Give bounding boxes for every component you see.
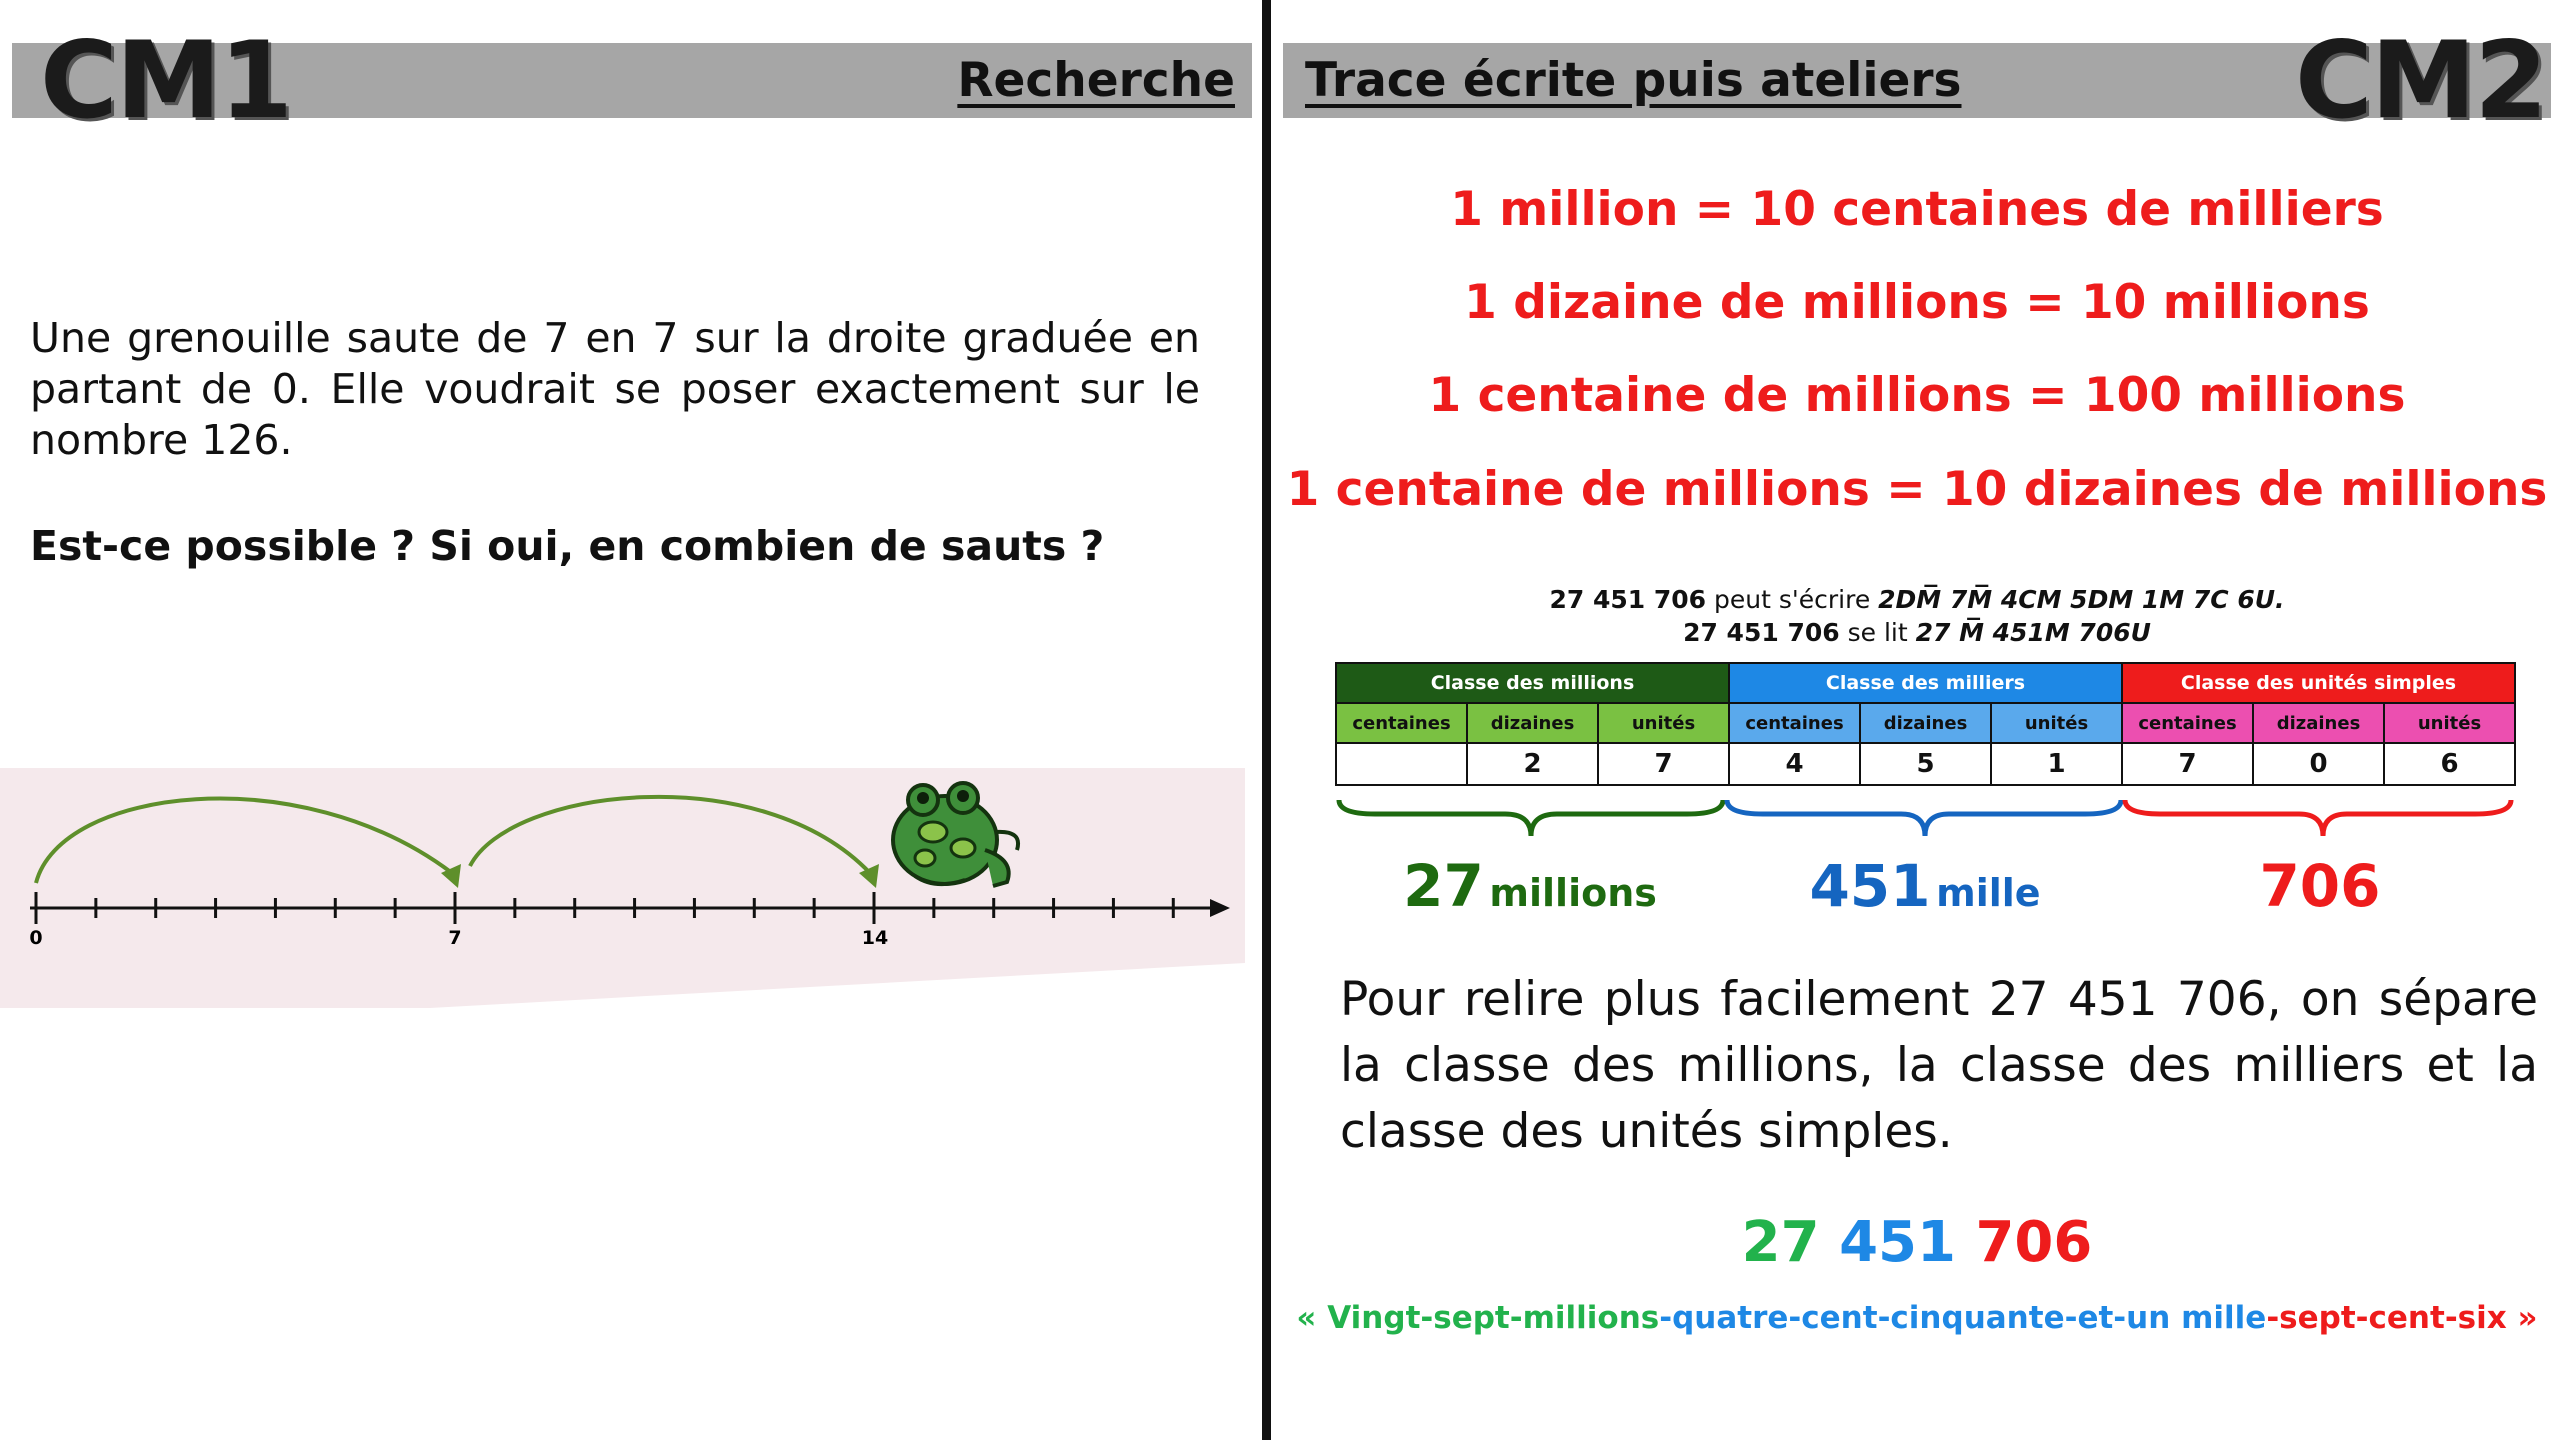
question-text: Est-ce possible ? Si oui, en combien de sauts ? bbox=[30, 522, 1105, 570]
digit-cell: 0 bbox=[2253, 743, 2384, 785]
note-text-2: se lit bbox=[1839, 618, 1916, 647]
digit-cell: 7 bbox=[1598, 743, 1729, 785]
group-milliers-word: mille bbox=[1936, 871, 2041, 915]
words-millions: Vingt-sept-millions bbox=[1327, 1300, 1660, 1336]
sub-header: centaines bbox=[1729, 703, 1860, 743]
note-number-1: 27 451 706 bbox=[1549, 585, 1707, 614]
colored-number-unites: 706 bbox=[1975, 1210, 2093, 1275]
note-code-1: 2DM̅ 7M̅ 4CM 5DM 1M 7C 6U. bbox=[1878, 585, 2285, 614]
center-divider bbox=[1262, 0, 1271, 1440]
brace-millions bbox=[1339, 800, 1723, 836]
class-unites-header: Classe des unités simples bbox=[2122, 663, 2515, 703]
words-quatre-cent: -quatre-cent-cinquante-et-un bbox=[1659, 1300, 2171, 1336]
digit-cell: 6 bbox=[2384, 743, 2515, 785]
digit-cell: 1 bbox=[1991, 743, 2122, 785]
tick-label-7: 7 bbox=[448, 927, 462, 949]
digit-cell: 4 bbox=[1729, 743, 1860, 785]
brace-milliers bbox=[1727, 800, 2121, 836]
colored-number-milliers: 451 bbox=[1839, 1210, 1956, 1275]
note-number-2: 27 451 706 bbox=[1683, 618, 1840, 647]
equality-3: 1 centaine de millions = 100 millions bbox=[1428, 368, 2406, 423]
group-milliers bbox=[1730, 852, 2120, 920]
problem-text: Une grenouille saute de 7 en 7 sur la droite graduée en partant de 0. Elle voudrait se poser exactement sur le nombre 126. bbox=[30, 314, 1200, 464]
words-open-quote: « bbox=[1296, 1300, 1328, 1336]
sub-header: centaines bbox=[2122, 703, 2253, 743]
sub-header: unités bbox=[1991, 703, 2122, 743]
group-milliers-number: 451 bbox=[1809, 852, 1931, 920]
explanation-paragraph: Pour relire plus facilement 27 451 706, on sépare la classe des millions, la classe des milliers et la classe des unités simples. bbox=[1340, 972, 2538, 1159]
digit-cell: 7 bbox=[2122, 743, 2253, 785]
tick-label-14: 14 bbox=[861, 927, 889, 949]
digit-cell: 5 bbox=[1860, 743, 1991, 785]
group-unites bbox=[2125, 852, 2515, 920]
class-milliers-header: Classe des milliers bbox=[1729, 663, 2122, 703]
equality-2: 1 dizaine de millions = 10 millions bbox=[1464, 275, 2370, 330]
digit-cell: 2 bbox=[1467, 743, 1598, 785]
class-braces bbox=[1335, 796, 2515, 844]
sub-header: dizaines bbox=[1860, 703, 1991, 743]
words-close-quote: » bbox=[2506, 1300, 2538, 1336]
group-millions-number: 27 bbox=[1403, 852, 1484, 920]
class-millions-header: Classe des millions bbox=[1336, 663, 1729, 703]
words-sept-cent-six: -sept-cent-six bbox=[2266, 1300, 2507, 1336]
number-in-words bbox=[1283, 1300, 2551, 1336]
sub-header: dizaines bbox=[1467, 703, 1598, 743]
group-millions-word: millions bbox=[1489, 871, 1657, 915]
figure-background bbox=[0, 768, 1245, 1008]
note-text-1: peut s'écrire bbox=[1706, 585, 1879, 614]
number-line-figure bbox=[0, 768, 1245, 1008]
sub-header: unités bbox=[2384, 703, 2515, 743]
words-mille: mille bbox=[2170, 1300, 2267, 1336]
recherche-heading: Recherche bbox=[957, 53, 1235, 108]
note-lecture bbox=[1283, 617, 2551, 649]
trace-ecrite-heading: Trace écrite puis ateliers bbox=[1305, 53, 1962, 108]
note-ecriture bbox=[1283, 584, 2551, 616]
group-millions bbox=[1335, 852, 1725, 920]
note-code-2: 27 M̅ 451M 706U bbox=[1915, 618, 2151, 647]
cm1-title: CM1 bbox=[40, 19, 292, 142]
digit-cell bbox=[1336, 743, 1467, 785]
colored-number-millions: 27 bbox=[1741, 1210, 1820, 1275]
cm2-title: CM2 bbox=[2294, 19, 2546, 142]
equality-4: 1 centaine de millions = 10 dizaines de millions bbox=[1286, 462, 2548, 517]
brace-unites bbox=[2125, 800, 2511, 836]
place-value-table bbox=[1335, 662, 2516, 786]
equality-1: 1 million = 10 centaines de milliers bbox=[1450, 182, 2384, 237]
group-unites-number: 706 bbox=[2259, 852, 2381, 920]
tick-label-0: 0 bbox=[29, 927, 43, 949]
sub-header: centaines bbox=[1336, 703, 1467, 743]
sub-header: unités bbox=[1598, 703, 1729, 743]
sub-header: dizaines bbox=[2253, 703, 2384, 743]
colored-number bbox=[1283, 1210, 2551, 1275]
